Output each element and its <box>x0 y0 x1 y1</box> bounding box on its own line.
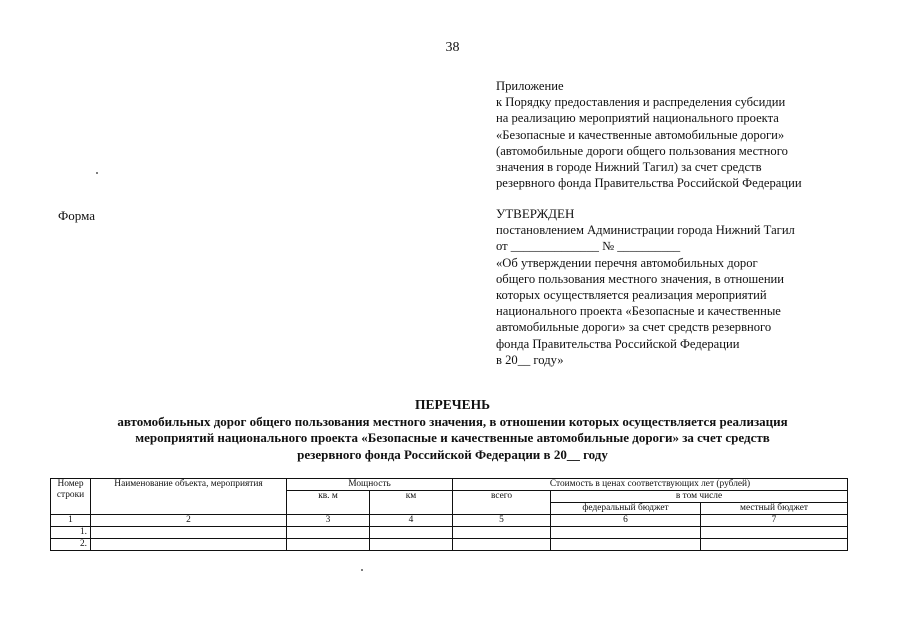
cost-total-cell <box>453 527 551 539</box>
row-number-cell: 1. <box>51 527 91 539</box>
cost-federal-cell <box>551 539 701 551</box>
form-label: Форма <box>58 208 95 223</box>
cost-local-cell <box>701 539 848 551</box>
column-number: 1 <box>51 515 91 527</box>
scan-speck <box>361 569 363 571</box>
column-number: 6 <box>551 515 701 527</box>
list-heading <box>40 397 865 463</box>
object-name-cell <box>91 539 287 551</box>
page-number: 38 <box>445 40 460 55</box>
header-cost-local: местный бюджет <box>701 503 848 515</box>
appendix-line: Приложение <box>496 79 564 93</box>
approval-line: от ______________ № __________ <box>496 239 681 254</box>
list-title: ПЕРЕЧЕНЬ <box>414 397 491 412</box>
appendix-line: к Порядку предоставления и распределения субсидии <box>496 95 786 110</box>
capacity-km-cell <box>370 539 453 551</box>
header-capacity-sqm: кв. м <box>287 491 370 515</box>
table-header-row <box>51 479 848 491</box>
column-number: 2 <box>91 515 287 527</box>
header-cost-total: всего <box>453 491 551 515</box>
approval-block <box>496 206 896 368</box>
column-number: 3 <box>287 515 370 527</box>
appendix-line: (автомобильные дороги общего пользования местного <box>496 143 788 158</box>
header-cost-federal: федеральный бюджет <box>551 503 701 515</box>
list-subtitle-line: автомобильных дорог общего пользования местного значения, в отношении которых осуществляется реализация <box>117 413 788 429</box>
row-number-cell: 2. <box>51 539 91 551</box>
capacity-sqm-cell <box>287 527 370 539</box>
header-object-name: Наименование объекта, мероприятия <box>91 479 287 515</box>
approval-line: автомобильные дороги» за счет средств резервного <box>496 320 772 335</box>
appendix-line: значения в городе Нижний Тагил) за счет средств <box>496 160 762 175</box>
approval-line: фонда Правительства Российской Федерации <box>496 336 740 351</box>
approval-line: постановлением Администрации города Нижний Тагил <box>496 223 795 238</box>
appendix-line: на реализацию мероприятий национального проекта <box>496 111 779 126</box>
appendix-block <box>496 78 896 191</box>
object-name-cell <box>91 527 287 539</box>
header-capacity-km: км <box>370 491 453 515</box>
scan-speck <box>96 172 98 174</box>
column-number: 5 <box>453 515 551 527</box>
appendix-line: «Безопасные и качественные автомобильные дороги» <box>496 127 785 142</box>
capacity-sqm-cell <box>287 539 370 551</box>
header-row-number: Номер строки <box>51 479 91 515</box>
table-row <box>51 527 848 539</box>
header-cost-including: в том числе <box>551 491 848 503</box>
header-capacity: Мощность <box>287 479 453 491</box>
cost-total-cell <box>453 539 551 551</box>
header-cost: Стоимость в ценах соответствующих лет (рублей) <box>453 479 848 491</box>
column-numbers-row <box>51 515 848 527</box>
roads-table <box>50 478 848 551</box>
table-row <box>51 539 848 551</box>
list-subtitle-line: резервного фонда Российской Федерации в 20__ году <box>297 446 608 462</box>
approval-line: «Об утверждении перечня автомобильных дорог <box>496 255 758 270</box>
approval-heading: УТВЕРЖДЕН <box>496 206 575 221</box>
cost-federal-cell <box>551 527 701 539</box>
approval-line: общего пользования местного значения, в отношении <box>496 271 785 286</box>
approval-line: которых осуществляется реализация мероприятий <box>496 288 767 303</box>
approval-line: в 20__ году» <box>496 352 564 367</box>
column-number: 4 <box>370 515 453 527</box>
column-number: 7 <box>701 515 848 527</box>
capacity-km-cell <box>370 527 453 539</box>
appendix-line: резервного фонда Правительства Российской Федерации <box>496 176 802 191</box>
cost-local-cell <box>701 527 848 539</box>
approval-line: национального проекта «Безопасные и качественные <box>496 304 781 319</box>
list-subtitle-line: мероприятий национального проекта «Безопасные и качественные автомобильные дороги» за счет средств <box>135 430 770 445</box>
